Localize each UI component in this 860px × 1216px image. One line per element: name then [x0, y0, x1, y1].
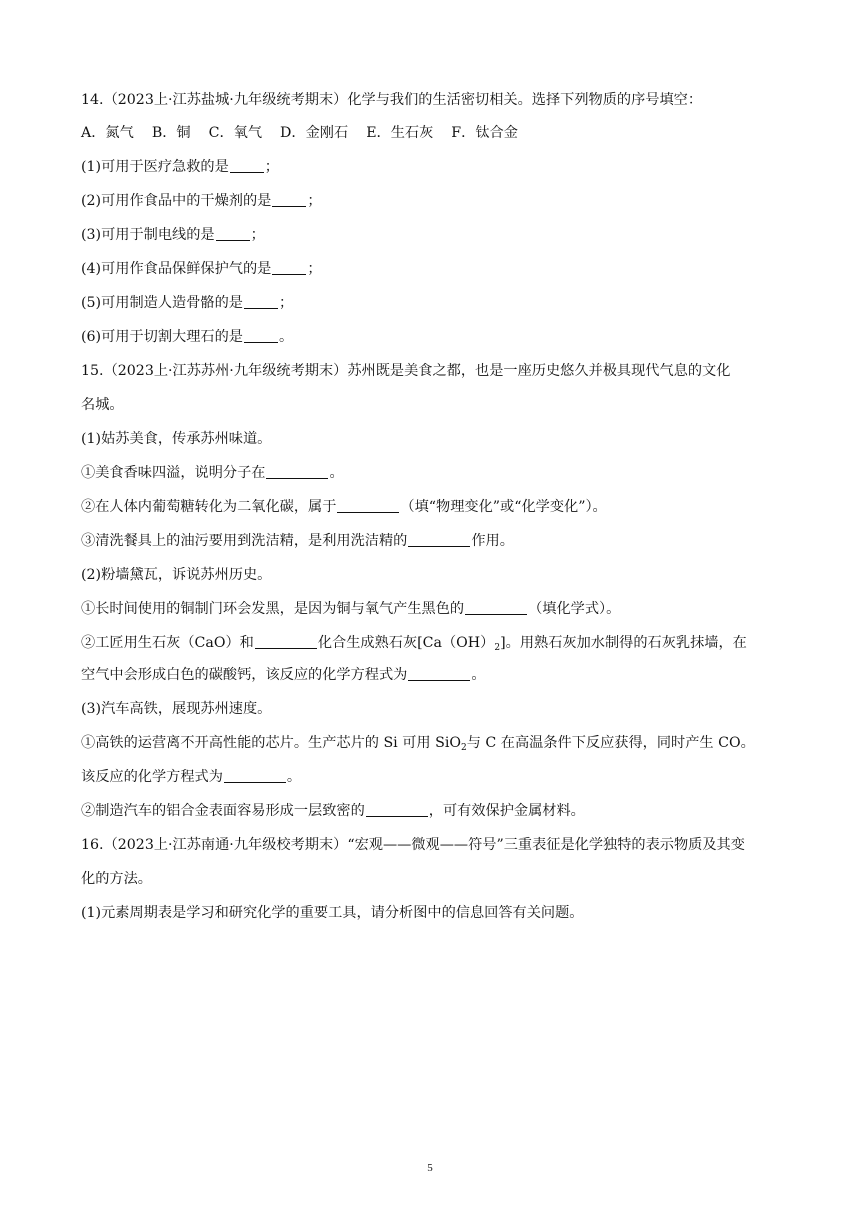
answer-blank[interactable] [337, 498, 399, 513]
q14-item-2: (2)可用作食品中的干燥剂的是 ； [81, 193, 322, 209]
q14-option-b: B．铜 [151, 125, 191, 141]
answer-blank[interactable] [408, 532, 470, 547]
q14-option-d: D．金刚石 [280, 125, 349, 141]
q14-stem: 14.（2023上·江苏盐城·九年级统考期末）化学与我们的生活密切相关。选择下列物质的序号填空： [81, 92, 703, 108]
q14-option-a: A．氮气 [81, 125, 134, 141]
answer-blank[interactable] [224, 768, 286, 783]
q15-part3-b: ②制造汽车的铝合金表面容易形成一层致密的 ，可有效保护金属材料。 [81, 803, 585, 819]
q14-option-e: E．生石灰 [366, 125, 434, 141]
q14-option-c: C．氧气 [208, 125, 263, 141]
q14-item-4: (4)可用作食品保鲜保护气的是 ； [81, 261, 322, 277]
q16-stem-line1: 16.（2023上·江苏南通·九年级校考期末）“宏观——微观——符号”三重表征是化学独特的表示物质及其变 [81, 837, 745, 853]
q15-part2-b: ②工匠用生石灰（CaO）和 化合生成熟石灰$[Ca(OH)_2]$。用熟石灰加水制得的石灰乳抹墙，在 [81, 635, 747, 653]
q15-stem-line2: 名城。 [81, 397, 124, 413]
answer-blank[interactable] [244, 328, 278, 343]
q15-part2-heading: (2)粉墙黛瓦，诉说苏州历史。 [81, 567, 272, 583]
answer-blank[interactable] [465, 600, 527, 615]
q15-part3-a-line2: 该反应的化学方程式为 。 [81, 769, 302, 785]
q14-item-6: (6)可用于切割大理石的是 。 [81, 329, 294, 345]
answer-blank[interactable] [272, 260, 306, 275]
answer-blank[interactable] [255, 634, 317, 649]
q15-part3-heading: (3)汽车高铁，展现苏州速度。 [81, 701, 272, 717]
q14-item-3: (3)可用于制电线的是 ； [81, 227, 265, 243]
q14-item-1: (1)可用于医疗急救的是 ； [81, 159, 279, 175]
answer-blank[interactable] [408, 666, 470, 681]
q16-stem-line2: 化的方法。 [81, 871, 152, 887]
answer-blank[interactable] [230, 158, 264, 173]
answer-blank[interactable] [272, 192, 306, 207]
q16-part1: (1)元素周期表是学习和研究化学的重要工具，请分析图中的信息回答有关问题。 [81, 905, 584, 921]
answer-blank[interactable] [216, 226, 250, 241]
q14-options [81, 123, 536, 143]
page-number: 5 [427, 1162, 433, 1174]
q15-stem-line1: 15.（2023上·江苏苏州·九年级统考期末）苏州既是美食之都，也是一座历史悠久并极具现代气息的文化 [81, 363, 731, 379]
answer-blank[interactable] [244, 294, 278, 309]
q15-part2-b-line2: 空气中会形成白色的碳酸钙，该反应的化学方程式为 。 [81, 667, 486, 683]
q14-item-5: (5)可用制造人造骨骼的是 ； [81, 295, 294, 311]
q15-part1-b: ②在人体内葡萄糖转化为二氧化碳，属于 （填“物理变化”或“化学变化”）。 [81, 499, 607, 515]
answer-blank[interactable] [266, 464, 328, 479]
q15-part1-c: ③清洗餐具上的油污要用到洗洁精，是利用洗洁精的 作用。 [81, 533, 514, 549]
q15-part3-a: ①高铁的运营离不开高性能的芯片。生产芯片的 Si 可用 SiO$_2$与 C 在高温条件下反应获得，同时产生 CO。 [81, 735, 755, 753]
q15-part1-heading: (1)姑苏美食，传承苏州味道。 [81, 431, 272, 447]
q15-part1-a: ①美食香味四溢，说明分子在 。 [81, 465, 344, 481]
answer-blank[interactable] [366, 802, 428, 817]
q14-option-f: F．钛合金 [451, 125, 518, 141]
q15-part2-a: ①长时间使用的铜制门环会发黑，是因为铜与氧气产生黑色的 （填化学式）。 [81, 601, 621, 617]
